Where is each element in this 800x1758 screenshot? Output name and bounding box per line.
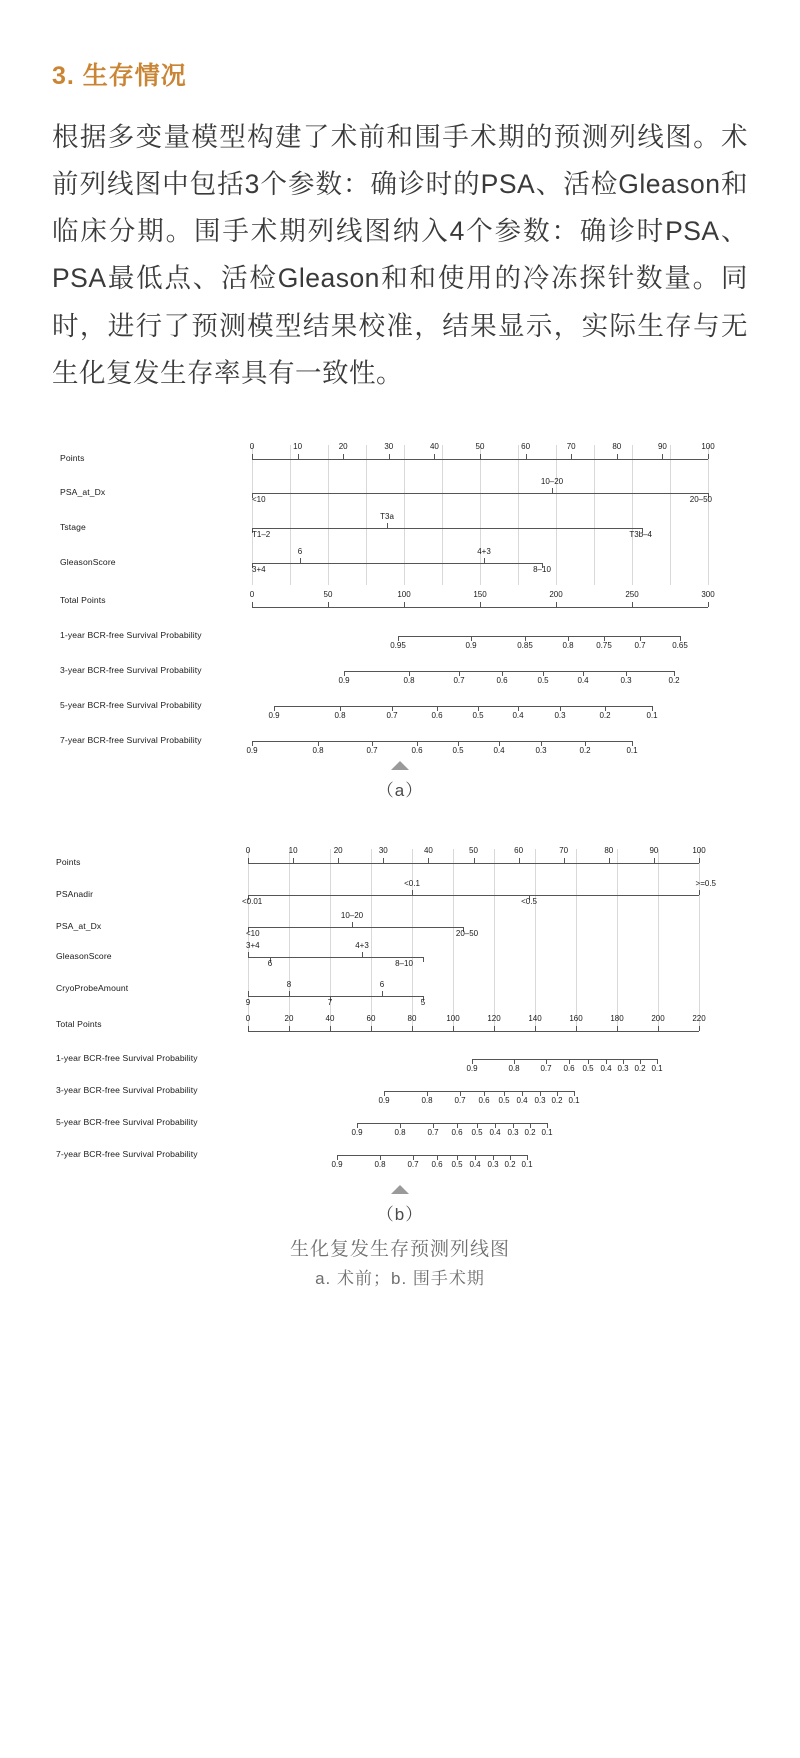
tick-label: 0.9 bbox=[268, 710, 280, 720]
tick bbox=[576, 1026, 577, 1031]
tick-label: 0.9 bbox=[338, 675, 350, 685]
tick bbox=[617, 454, 618, 459]
tick-label: 100 bbox=[397, 589, 411, 599]
tick-label: 0 bbox=[249, 589, 255, 599]
row-label-psanadir: PSAnadir bbox=[56, 888, 94, 899]
tick bbox=[658, 1026, 659, 1031]
tick-label: 0.7 bbox=[540, 1063, 552, 1073]
tick-label: 5 bbox=[420, 997, 426, 1007]
tick bbox=[382, 991, 383, 996]
tick-label: 70 bbox=[559, 845, 569, 855]
gridline bbox=[290, 445, 291, 585]
tick-label: 0.7 bbox=[407, 1159, 419, 1169]
tick bbox=[248, 952, 249, 957]
gridline bbox=[594, 445, 595, 585]
figure-b-label: （b） bbox=[376, 1204, 424, 1224]
tick-label: 0.7 bbox=[634, 640, 646, 650]
page-title: 3. 生存情况 bbox=[52, 62, 187, 90]
tick-label: 0.4 bbox=[489, 1127, 501, 1137]
tick bbox=[352, 922, 353, 927]
tick-label: 0 bbox=[249, 441, 255, 451]
tick-label: 0.9 bbox=[466, 1063, 478, 1073]
axis-total-points bbox=[252, 607, 708, 608]
tick-label: 0.7 bbox=[453, 675, 465, 685]
collapse-triangle-icon bbox=[391, 1185, 409, 1194]
tick bbox=[474, 858, 475, 863]
tick bbox=[371, 1026, 372, 1031]
tick-label: 0.9 bbox=[465, 640, 477, 650]
tick bbox=[389, 454, 390, 459]
tick-label: 0.2 bbox=[524, 1127, 536, 1137]
tick-label: 0.1 bbox=[651, 1063, 663, 1073]
tick-label: 9 bbox=[245, 997, 251, 1007]
axis-cryoprobe bbox=[248, 996, 423, 997]
tick-label: 0 bbox=[245, 845, 251, 855]
tick-label: >=0.5 bbox=[695, 878, 716, 888]
tick bbox=[699, 858, 700, 863]
row-label-surv-1y: 1-year BCR-free Survival Probability bbox=[56, 1052, 198, 1063]
tick bbox=[330, 1026, 331, 1031]
tick-label: 30 bbox=[384, 441, 394, 451]
tick-label: 0.5 bbox=[451, 1159, 463, 1169]
axis-surv-1y bbox=[472, 1059, 657, 1060]
tick bbox=[412, 890, 413, 895]
tick bbox=[708, 454, 709, 459]
tick-label: 0.1 bbox=[626, 745, 638, 755]
tick-label: <0.1 bbox=[404, 878, 420, 888]
tick-label: 20–50 bbox=[455, 928, 479, 938]
axis-points bbox=[252, 459, 708, 460]
tick-label: 0.2 bbox=[668, 675, 680, 685]
nomogram-b bbox=[52, 831, 752, 1181]
tick-label: 0.75 bbox=[596, 640, 612, 650]
tick-label: 0.7 bbox=[366, 745, 378, 755]
gridline bbox=[699, 849, 700, 1029]
axis-surv-7y bbox=[337, 1155, 527, 1156]
tick-label: 0.1 bbox=[646, 710, 658, 720]
tick-label: 90 bbox=[649, 845, 659, 855]
tick-label: 4+3 bbox=[355, 940, 369, 950]
tick bbox=[252, 454, 253, 459]
tick-label: 160 bbox=[569, 1013, 583, 1023]
tick-label: 0.4 bbox=[493, 745, 505, 755]
tick-label: 0.9 bbox=[378, 1095, 390, 1105]
axis-surv-3y bbox=[344, 671, 674, 672]
tick bbox=[343, 454, 344, 459]
row-label-total-points: Total Points bbox=[60, 594, 106, 605]
tick bbox=[387, 523, 388, 528]
tick-label: 0.2 bbox=[551, 1095, 563, 1105]
figure-caption-subtitle: a. 术前；b. 围手术期 bbox=[315, 1269, 485, 1289]
tick-label: 100 bbox=[701, 441, 715, 451]
tick bbox=[535, 1026, 536, 1031]
axis-gleason bbox=[252, 563, 542, 564]
tick bbox=[248, 991, 249, 996]
tick-label: 3+4 bbox=[246, 940, 260, 950]
tick-label: 0.6 bbox=[451, 1127, 463, 1137]
tick-label: 50 bbox=[475, 441, 485, 451]
row-label-tstage: Tstage bbox=[60, 521, 86, 532]
tick-label: 100 bbox=[692, 845, 706, 855]
tick-label: 0.95 bbox=[390, 640, 406, 650]
tick-label: 150 bbox=[473, 589, 487, 599]
row-label-points: Points bbox=[56, 856, 81, 867]
tick-label: <10 bbox=[252, 494, 266, 504]
tick-label: 0.8 bbox=[394, 1127, 406, 1137]
tick-label: T3a bbox=[380, 511, 394, 521]
gridline bbox=[658, 849, 659, 1029]
tick bbox=[654, 858, 655, 863]
row-label-total-points: Total Points bbox=[56, 1018, 102, 1029]
axis-surv-5y bbox=[357, 1123, 547, 1124]
tick-label: <10 bbox=[246, 928, 260, 938]
gridline bbox=[556, 445, 557, 585]
tick-label: 0.2 bbox=[634, 1063, 646, 1073]
tick bbox=[494, 1026, 495, 1031]
gridline bbox=[442, 445, 443, 585]
body-paragraph: 根据多变量模型构建了术前和围手术期的预测列线图。术前列线图中包括3个参数：确诊时的PSA、活检Gleason和临床分期。围手术期列线图纳入4个参数：确诊时PSA、PSA最低点、活检Gleason和和使用的冷冻探针数量。同时，进行了预测模型结果校准，结果显示，实际生存与无生化复发生存率具有一致性。 bbox=[52, 122, 748, 388]
tick-label: 40 bbox=[423, 845, 433, 855]
tick bbox=[293, 858, 294, 863]
tick-label: 0.3 bbox=[534, 1095, 546, 1105]
tick-label: T3b–4 bbox=[629, 529, 652, 539]
tick-label: 100 bbox=[446, 1013, 460, 1023]
tick-label: 90 bbox=[657, 441, 667, 451]
axis-tstage bbox=[252, 528, 642, 529]
gridline bbox=[576, 849, 577, 1029]
row-label-surv-7y: 7-year BCR-free Survival Probability bbox=[60, 734, 202, 745]
tick-label: 10–20 bbox=[340, 910, 364, 920]
tick bbox=[564, 858, 565, 863]
tick-label: 60 bbox=[514, 845, 524, 855]
tick bbox=[404, 602, 405, 607]
tick bbox=[552, 488, 553, 493]
axis-points bbox=[248, 863, 699, 864]
tick-label: 0.9 bbox=[331, 1159, 343, 1169]
tick-label: 0.7 bbox=[427, 1127, 439, 1137]
tick-label: 0.4 bbox=[600, 1063, 612, 1073]
figure-a-label: （a） bbox=[376, 780, 424, 800]
gridline bbox=[617, 849, 618, 1029]
gridline bbox=[480, 445, 481, 585]
tick-label: 0.6 bbox=[563, 1063, 575, 1073]
tick-label: 0.3 bbox=[507, 1127, 519, 1137]
tick bbox=[289, 991, 290, 996]
tick-label: <0.5 bbox=[521, 896, 537, 906]
gridline bbox=[366, 445, 367, 585]
axis-gleason bbox=[248, 957, 423, 958]
tick-label: 0.4 bbox=[512, 710, 524, 720]
tick bbox=[480, 602, 481, 607]
tick-label: 0.3 bbox=[554, 710, 566, 720]
tick bbox=[289, 1026, 290, 1031]
tick bbox=[617, 1026, 618, 1031]
tick bbox=[362, 952, 363, 957]
tick bbox=[300, 558, 301, 563]
tick-label: 10 bbox=[288, 845, 298, 855]
tick bbox=[423, 957, 424, 962]
tick-label: 10 bbox=[293, 441, 303, 451]
tick bbox=[453, 1026, 454, 1031]
tick-label: 0.6 bbox=[478, 1095, 490, 1105]
row-label-gleason: GleasonScore bbox=[56, 950, 112, 961]
tick-label: 180 bbox=[610, 1013, 624, 1023]
tick-label: 0.85 bbox=[517, 640, 533, 650]
tick-label: 0.4 bbox=[577, 675, 589, 685]
tick-label: 0.3 bbox=[535, 745, 547, 755]
tick-label: 0.6 bbox=[496, 675, 508, 685]
gridline bbox=[670, 445, 671, 585]
tick-label: 0.3 bbox=[487, 1159, 499, 1169]
tick bbox=[412, 1026, 413, 1031]
tick bbox=[699, 890, 700, 895]
row-label-gleason: GleasonScore bbox=[60, 556, 116, 567]
figure-a bbox=[52, 427, 748, 801]
tick bbox=[434, 454, 435, 459]
tick-label: 60 bbox=[521, 441, 531, 451]
gridline bbox=[708, 445, 709, 585]
tick-label: 0.1 bbox=[568, 1095, 580, 1105]
tick bbox=[328, 602, 329, 607]
tick-label: 0.8 bbox=[312, 745, 324, 755]
row-label-psa-at-dx: PSA_at_Dx bbox=[60, 486, 106, 497]
tick bbox=[298, 454, 299, 459]
tick bbox=[526, 454, 527, 459]
tick-label: 0.6 bbox=[431, 1159, 443, 1169]
tick bbox=[248, 1026, 249, 1031]
tick-label: 40 bbox=[325, 1013, 335, 1023]
tick-label: 200 bbox=[651, 1013, 665, 1023]
tick-label: 50 bbox=[323, 589, 333, 599]
tick-label: 0.8 bbox=[421, 1095, 433, 1105]
tick-label: 0.1 bbox=[521, 1159, 533, 1169]
row-label-surv-1y: 1-year BCR-free Survival Probability bbox=[60, 629, 202, 640]
tick-label: 0.3 bbox=[617, 1063, 629, 1073]
gridline bbox=[453, 849, 454, 1029]
tick-label: 80 bbox=[612, 441, 622, 451]
tick-label: 0.8 bbox=[374, 1159, 386, 1169]
tick bbox=[484, 558, 485, 563]
tick bbox=[480, 454, 481, 459]
tick-label: 0.4 bbox=[469, 1159, 481, 1169]
row-label-surv-3y: 3-year BCR-free Survival Probability bbox=[56, 1084, 198, 1095]
tick-label: 0.9 bbox=[351, 1127, 363, 1137]
tick-label: 10–20 bbox=[540, 476, 564, 486]
tick-label: 0 bbox=[245, 1013, 251, 1023]
tick-label: 20 bbox=[338, 441, 348, 451]
tick-label: 300 bbox=[701, 589, 715, 599]
nomogram-a bbox=[52, 427, 752, 757]
axis-psanadir bbox=[248, 895, 699, 896]
axis-total-points bbox=[248, 1031, 699, 1032]
tick-label: 3+4 bbox=[252, 564, 266, 574]
tick-label: 0.8 bbox=[562, 640, 574, 650]
tick-label: T1–2 bbox=[252, 529, 271, 539]
tick-label: 50 bbox=[469, 845, 478, 855]
tick-label: 60 bbox=[366, 1013, 376, 1023]
tick bbox=[383, 858, 384, 863]
tick-label: 80 bbox=[407, 1013, 417, 1023]
tick-label: 20 bbox=[333, 845, 343, 855]
tick-label: 0.8 bbox=[403, 675, 415, 685]
row-label-surv-5y: 5-year BCR-free Survival Probability bbox=[56, 1116, 198, 1127]
tick-label: 20 bbox=[284, 1013, 294, 1023]
tick bbox=[428, 858, 429, 863]
figure-caption-title: 生化复发生存预测列线图 bbox=[289, 1238, 510, 1260]
tick-label: 0.5 bbox=[472, 710, 484, 720]
tick-label: 8–10 bbox=[395, 958, 413, 968]
row-label-psa-at-dx: PSA_at_Dx bbox=[56, 920, 102, 931]
gridline bbox=[412, 849, 413, 1029]
collapse-triangle-icon bbox=[391, 761, 409, 770]
tick-label: 250 bbox=[625, 589, 639, 599]
tick bbox=[609, 858, 610, 863]
row-label-surv-5y: 5-year BCR-free Survival Probability bbox=[60, 699, 202, 710]
gridline bbox=[535, 849, 536, 1029]
tick-label: 0.65 bbox=[672, 640, 688, 650]
tick-label: 220 bbox=[692, 1013, 706, 1023]
tick bbox=[632, 602, 633, 607]
tick-label: 6 bbox=[267, 958, 273, 968]
tick-label: 80 bbox=[604, 845, 614, 855]
tick-label: 0.3 bbox=[620, 675, 632, 685]
tick-label: 6 bbox=[297, 546, 303, 556]
tick-label: 8–10 bbox=[533, 564, 551, 574]
tick bbox=[662, 454, 663, 459]
tick-label: 0.6 bbox=[411, 745, 423, 755]
tick-label: 0.1 bbox=[541, 1127, 553, 1137]
tick bbox=[699, 1026, 700, 1031]
tick-label: 0.5 bbox=[582, 1063, 594, 1073]
axis-psa-at-dx bbox=[252, 493, 708, 494]
figure-caption bbox=[52, 1235, 748, 1293]
tick-label: <0.01 bbox=[242, 896, 263, 906]
gridline bbox=[371, 849, 372, 1029]
tick-label: 8 bbox=[286, 979, 292, 989]
tick-label: 0.2 bbox=[579, 745, 591, 755]
tick bbox=[338, 858, 339, 863]
tick-label: 0.2 bbox=[599, 710, 611, 720]
tick bbox=[556, 602, 557, 607]
tick-label: 0.7 bbox=[454, 1095, 466, 1105]
tick-label: 0.8 bbox=[334, 710, 346, 720]
gridline bbox=[404, 445, 405, 585]
tick-label: 20–50 bbox=[689, 494, 712, 504]
tick bbox=[519, 858, 520, 863]
row-label-surv-7y: 7-year BCR-free Survival Probability bbox=[56, 1148, 198, 1159]
tick-label: 40 bbox=[429, 441, 439, 451]
tick-label: 200 bbox=[549, 589, 563, 599]
tick-label: 30 bbox=[378, 845, 388, 855]
tick-label: 0.5 bbox=[537, 675, 549, 685]
axis-surv-7y bbox=[252, 741, 632, 742]
gridline bbox=[494, 849, 495, 1029]
tick-label: 0.6 bbox=[431, 710, 443, 720]
axis-psa-at-dx bbox=[248, 927, 463, 928]
tick-label: 7 bbox=[327, 997, 333, 1007]
tick-label: 0.5 bbox=[498, 1095, 510, 1105]
tick bbox=[571, 454, 572, 459]
figure-b bbox=[52, 831, 748, 1225]
tick-label: 120 bbox=[487, 1013, 501, 1023]
tick-label: 4+3 bbox=[477, 546, 491, 556]
tick-label: 0.9 bbox=[246, 745, 258, 755]
row-label-surv-3y: 3-year BCR-free Survival Probability bbox=[60, 664, 202, 675]
gridline bbox=[328, 445, 329, 585]
row-label-cryoprobe: CryoProbeAmount bbox=[56, 982, 129, 993]
axis-surv-1y bbox=[398, 636, 680, 637]
tick bbox=[248, 858, 249, 863]
row-label-points: Points bbox=[60, 452, 85, 463]
tick-label: 0.4 bbox=[516, 1095, 528, 1105]
axis-surv-3y bbox=[384, 1091, 574, 1092]
tick-label: 0.8 bbox=[508, 1063, 520, 1073]
tick-label: 70 bbox=[566, 441, 576, 451]
tick-label: 140 bbox=[528, 1013, 542, 1023]
tick bbox=[252, 602, 253, 607]
tick-label: 0.5 bbox=[471, 1127, 483, 1137]
tick-label: 0.2 bbox=[504, 1159, 516, 1169]
tick-label: 0.7 bbox=[386, 710, 398, 720]
tick bbox=[708, 602, 709, 607]
tick-label: 6 bbox=[379, 979, 385, 989]
axis-surv-5y bbox=[274, 706, 652, 707]
gridline bbox=[632, 445, 633, 585]
tick-label: 0.5 bbox=[452, 745, 464, 755]
gridline bbox=[518, 445, 519, 585]
